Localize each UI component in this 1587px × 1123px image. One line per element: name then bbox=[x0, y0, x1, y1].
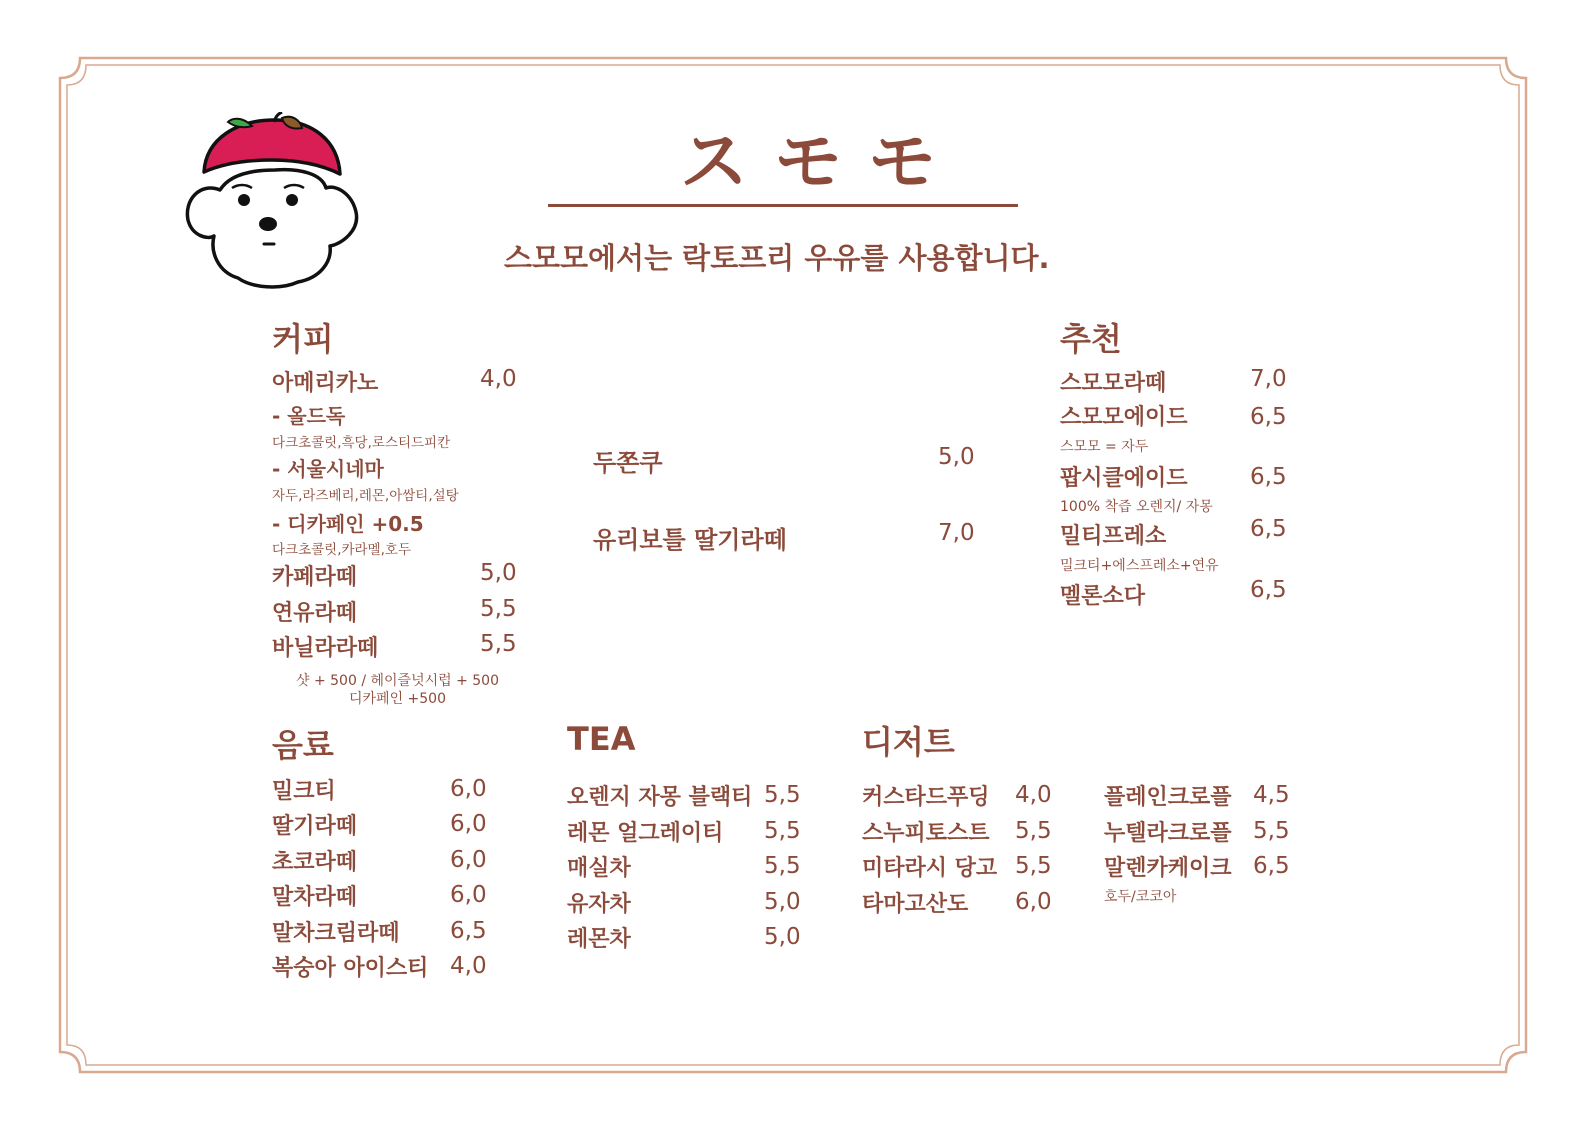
menu-item-name: 카페라떼 bbox=[272, 565, 358, 590]
menu-item-price: 5,5 bbox=[764, 782, 801, 808]
menu-item-name: 말차크림라떼 bbox=[272, 921, 400, 946]
menu-item-desc: 스모모 = 자두 bbox=[1060, 439, 1149, 455]
menu-item-price: 4,0 bbox=[480, 366, 517, 392]
menu-item-price: 5,0 bbox=[764, 924, 801, 950]
menu-item-name: 커스타드푸딩 bbox=[862, 785, 990, 810]
menu-item-price: 5,5 bbox=[764, 853, 801, 879]
bean-option-name: - 올드독 bbox=[272, 404, 346, 428]
menu-item-price: 7,0 bbox=[938, 520, 975, 546]
menu-item-name: 오렌지 자몽 블랙티 bbox=[567, 785, 753, 810]
menu-item-name: 스모모라떼 bbox=[1060, 371, 1167, 396]
menu-item-price: 4,5 bbox=[1253, 782, 1290, 808]
menu-item-desc: 100% 착즙 오렌지/ 자몽 bbox=[1060, 499, 1213, 515]
menu-item-name: 유리보틀 딸기라떼 bbox=[593, 526, 787, 554]
menu-item-name: 유자차 bbox=[567, 892, 631, 917]
menu-item-name: 딸기라떼 bbox=[272, 814, 358, 839]
title-divider bbox=[548, 204, 1018, 207]
menu-item-name: 두쫀쿠 bbox=[593, 449, 663, 477]
menu-item-price: 4,0 bbox=[1015, 782, 1052, 808]
menu-item-price: 5,5 bbox=[764, 818, 801, 844]
menu-item-price: 5,5 bbox=[1015, 818, 1052, 844]
menu-item-desc: 밀크티+에스프레소+연유 bbox=[1060, 558, 1219, 574]
bean-option-name: - 디카페인 +0.5 bbox=[272, 512, 424, 536]
menu-item-price: 5,5 bbox=[1015, 853, 1052, 879]
menu-item-price: 5,0 bbox=[938, 444, 975, 470]
menu-item-price: 6,5 bbox=[1250, 516, 1287, 542]
menu-item-price: 6,5 bbox=[1250, 404, 1287, 430]
bean-option-desc: 자두,라즈베리,레몬,아쌈티,설탕 bbox=[272, 488, 459, 504]
menu-item-name: 매실차 bbox=[567, 856, 631, 881]
lactose-free-notice: 스모모에서는 락토프리 우유를 사용합니다. bbox=[504, 241, 1050, 275]
menu-item-name: 밀티프레소 bbox=[1060, 524, 1167, 549]
coffee-footnote: 디카페인 +500 bbox=[349, 691, 446, 707]
recommend-heading: 추천 bbox=[1060, 320, 1122, 358]
menu-item-name: 말렌카케이크 bbox=[1104, 856, 1232, 881]
menu-item-name: 레몬 얼그레이티 bbox=[567, 821, 724, 846]
menu-item-price: 6,0 bbox=[1015, 889, 1052, 915]
menu-item-price: 6,5 bbox=[450, 918, 487, 944]
menu-item-price: 6,5 bbox=[1253, 853, 1290, 879]
menu-item-name: 바닐라라떼 bbox=[272, 636, 379, 661]
bean-option-desc: 다크초콜릿,카라멜,호두 bbox=[272, 542, 411, 558]
cafe-title: スモモ bbox=[680, 123, 963, 202]
menu-item-name: 스모모에이드 bbox=[1060, 405, 1188, 430]
dessert-heading: 디저트 bbox=[862, 723, 955, 761]
menu-item-name: 초코라떼 bbox=[272, 850, 358, 875]
menu-item-price: 6,0 bbox=[450, 847, 487, 873]
menu-item-name: 플레인크로플 bbox=[1104, 785, 1232, 810]
tea-heading: TEA bbox=[567, 720, 636, 758]
menu-item-name: 타마고산도 bbox=[862, 892, 969, 917]
menu-item-desc: 호두/코코아 bbox=[1104, 889, 1177, 905]
bean-option-name: - 서울시네마 bbox=[272, 457, 384, 481]
menu-item-price: 6,0 bbox=[450, 811, 487, 837]
menu-item-price: 6,5 bbox=[1250, 464, 1287, 490]
menu-item-price: 5,5 bbox=[480, 596, 517, 622]
menu-item-name: 팝시클에이드 bbox=[1060, 466, 1188, 491]
bean-option-desc: 다크초콜릿,흑당,로스티드피칸 bbox=[272, 435, 451, 451]
menu-item-name: 밀크티 bbox=[272, 779, 336, 804]
menu-item-price: 5,0 bbox=[764, 889, 801, 915]
menu-item-name: 레몬차 bbox=[567, 927, 631, 952]
menu-item-name: 누텔라크로플 bbox=[1104, 821, 1232, 846]
menu-item-price: 6,0 bbox=[450, 882, 487, 908]
menu-item-price: 5,5 bbox=[480, 631, 517, 657]
menu-item-price: 7,0 bbox=[1250, 366, 1287, 392]
menu-item-price: 4,0 bbox=[450, 953, 487, 979]
menu-item-name: 말차라떼 bbox=[272, 885, 358, 910]
menu-item-name: 연유라떼 bbox=[272, 601, 358, 626]
dog-mascot-icon bbox=[180, 112, 370, 292]
menu-item-name: 복숭아 아이스티 bbox=[272, 956, 429, 981]
menu-item-price: 6,0 bbox=[450, 776, 487, 802]
drinks-heading: 음료 bbox=[272, 726, 334, 764]
menu-item-name: 스누피토스트 bbox=[862, 821, 990, 846]
menu-item-name: 멜론소다 bbox=[1060, 584, 1146, 609]
coffee-heading: 커피 bbox=[272, 320, 334, 358]
menu-item-price: 6,5 bbox=[1250, 577, 1287, 603]
menu-item-name: 아메리카노 bbox=[272, 371, 379, 396]
coffee-footnote: 샷 + 500 / 헤이즐넛시럽 + 500 bbox=[296, 673, 499, 689]
menu-item-price: 5,0 bbox=[480, 560, 517, 586]
menu-item-name: 미타라시 당고 bbox=[862, 856, 998, 881]
menu-item-price: 5,5 bbox=[1253, 818, 1290, 844]
